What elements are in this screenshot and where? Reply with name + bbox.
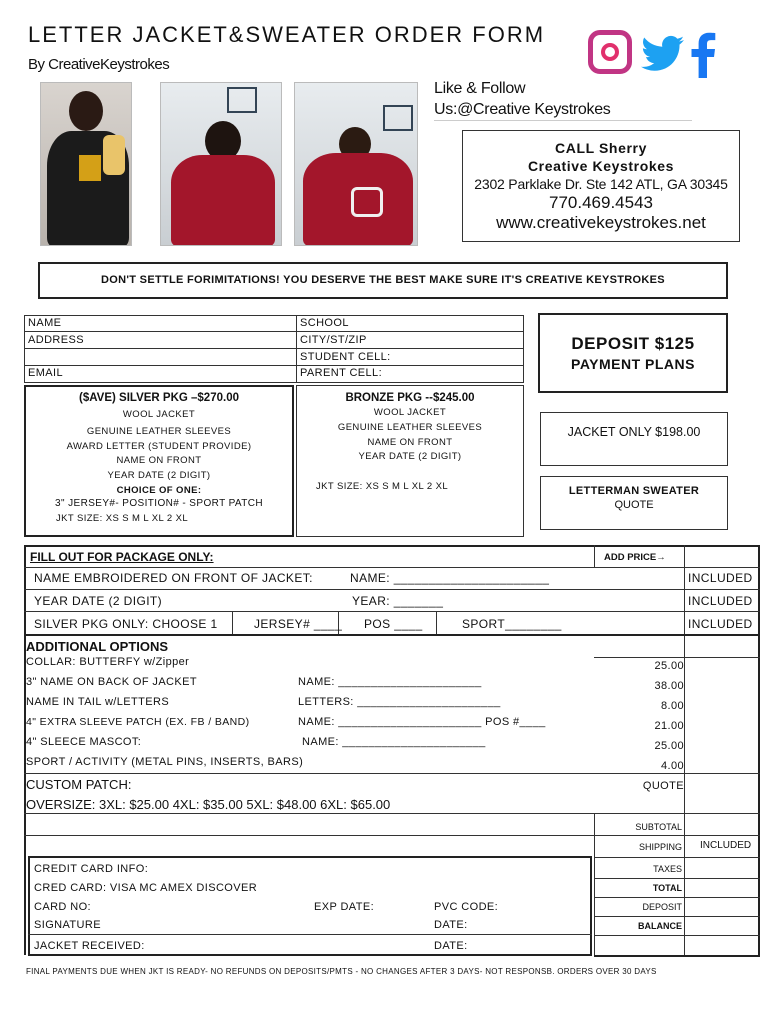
bronze-item: GENUINE LEATHER SLEEVES	[337, 422, 483, 433]
school-field-label[interactable]: SCHOOL	[300, 317, 349, 329]
bronze-jacket-sizes[interactable]: JKT SIZE: XS S M L XL 2 XL	[316, 481, 449, 492]
silver-item: WOOL JACKET	[122, 409, 196, 420]
option-price: 4.00	[660, 760, 684, 772]
package-row-field[interactable]: NAME: ______________________	[350, 571, 550, 585]
package-row-label: NAME EMBROIDERED ON FRONT OF JACKET:	[34, 571, 313, 585]
shipping-value: INCLUDED	[700, 840, 752, 851]
byline: By CreativeKeystrokes	[28, 56, 170, 73]
contact-name: CALL Sherry	[555, 140, 647, 156]
shipping-label: SHIPPING	[638, 842, 682, 852]
name-field-label[interactable]: NAME	[28, 317, 62, 329]
package-section-header: FILL OUT FOR PACKAGE ONLY:	[30, 550, 214, 564]
silver-choice-heading: CHOICE OF ONE:	[116, 485, 202, 496]
option-price: 25.00	[654, 660, 684, 672]
option-label: COLLAR: BUTTERFY w/Zipper	[26, 656, 190, 668]
contact-company: Creative Keystrokes	[527, 158, 675, 174]
option-field[interactable]: NAME: ______________________	[298, 676, 482, 688]
jacket-only-box[interactable]	[540, 412, 728, 466]
instagram-icon[interactable]	[588, 30, 632, 74]
deposit-label: DEPOSIT	[642, 902, 682, 912]
exp-date-field[interactable]: EXP DATE:	[314, 901, 375, 913]
credit-card-info-label: CREDIT CARD INFO:	[34, 863, 149, 875]
option-field[interactable]: LETTERS: ______________________	[298, 696, 501, 708]
additional-options-header: ADDITIONAL OPTIONS	[26, 639, 169, 654]
silver-choice-options[interactable]: 3" JERSEY#- POSITION# - SPORT PATCH	[55, 498, 263, 509]
card-type-options[interactable]: CRED CARD: VISA MC AMEX DISCOVER	[34, 882, 258, 894]
bronze-item: WOOL JACKET	[373, 407, 447, 418]
social-line-1: Like & Follow	[434, 80, 526, 97]
bronze-item: NAME ON FRONT	[367, 437, 453, 448]
card-number-field[interactable]: CARD NO:	[34, 901, 91, 913]
option-price: 8.00	[660, 700, 684, 712]
silver-jacket-sizes[interactable]: JKT SIZE: XS S M L XL 2 XL	[56, 513, 189, 524]
custom-patch-label: CUSTOM PATCH:	[26, 777, 132, 792]
jacket-only-price: JACKET ONLY $198.00	[567, 425, 701, 439]
twitter-icon[interactable]	[640, 34, 686, 79]
sweater-title: LETTERMAN SWEATER	[568, 485, 700, 497]
silver-item: NAME ON FRONT	[116, 455, 202, 466]
option-price: 38.00	[654, 680, 684, 692]
facebook-icon[interactable]	[688, 30, 718, 83]
sport-field[interactable]: SPORT________	[462, 617, 562, 631]
signature-date-field[interactable]: DATE:	[434, 919, 468, 931]
jacket-photo-2	[160, 82, 282, 246]
package-row-price: INCLUDED	[688, 617, 753, 631]
contact-phone[interactable]: 770.469.4543	[549, 193, 653, 212]
package-row-price: INCLUDED	[688, 571, 753, 585]
total-label: TOTAL	[652, 883, 682, 893]
option-field[interactable]: NAME: ______________________ POS #____	[298, 716, 546, 728]
jersey-field[interactable]: JERSEY# ____	[254, 617, 343, 631]
package-row-label: SILVER PKG ONLY: CHOOSE 1	[34, 617, 218, 631]
silver-package-title: ($AVE) SILVER PKG –$270.00	[78, 392, 239, 404]
customer-info-table	[24, 315, 524, 383]
option-label: 4" EXTRA SLEEVE PATCH (EX. FB / BAND)	[26, 716, 250, 728]
silver-item: GENUINE LEATHER SLEEVES	[86, 426, 232, 437]
balance-label: BALANCE	[638, 921, 682, 931]
package-row-label: YEAR DATE (2 DIGIT)	[34, 594, 163, 608]
jacket-photo-3	[294, 82, 418, 246]
city-field-label[interactable]: CITY/ST/ZIP	[300, 334, 367, 346]
package-row-field[interactable]: YEAR: _______	[352, 594, 444, 608]
address-field-label[interactable]: ADDRESS	[28, 334, 84, 346]
student-cell-field-label[interactable]: STUDENT CELL:	[300, 351, 391, 363]
custom-patch-price: QUOTE	[642, 780, 684, 792]
option-label: 4" SLEECE MASCOT:	[26, 736, 142, 748]
silver-item: AWARD LETTER (STUDENT PROVIDE)	[66, 441, 252, 452]
option-label: SPORT / ACTIVITY (METAL PINS, INSERTS, BARS)	[26, 756, 304, 768]
deposit-amount: DEPOSIT $125	[571, 334, 695, 353]
parent-cell-field-label[interactable]: PARENT CELL:	[300, 367, 383, 379]
sweater-quote: QUOTE	[614, 499, 654, 511]
position-field[interactable]: POS ____	[364, 617, 423, 631]
received-date-field[interactable]: DATE:	[434, 940, 468, 952]
option-label: NAME IN TAIL w/LETTERS	[26, 696, 170, 708]
jacket-photo-1	[40, 82, 132, 246]
email-field-label[interactable]: EMAIL	[28, 367, 64, 379]
option-price: 25.00	[654, 740, 684, 752]
package-row-price: INCLUDED	[688, 594, 753, 608]
subtotal-label: SUBTOTAL	[635, 822, 682, 832]
footer-terms: FINAL PAYMENTS DUE WHEN JKT IS READY- NO REFUNDS ON DEPOSITS/PMTS - NO CHANGES AFTER 3 DAYS- NOT RESPONSB. ORDERS OVER 30 DAYS	[26, 967, 657, 976]
bronze-item: YEAR DATE (2 DIGIT)	[358, 451, 462, 462]
jacket-received-field[interactable]: JACKET RECEIVED:	[34, 940, 145, 952]
add-price-header: ADD PRICE→	[604, 552, 666, 563]
option-price: 21.00	[654, 720, 684, 732]
contact-address: 2302 Parklake Dr. Ste 142 ATL, GA 30345	[474, 176, 728, 192]
silver-item: YEAR DATE (2 DIGIT)	[107, 470, 211, 481]
payment-plans: PAYMENT PLANS	[571, 356, 695, 372]
option-label: 3" NAME ON BACK OF JACKET	[26, 676, 197, 688]
contact-website[interactable]: www.creativekeystrokes.net	[496, 213, 706, 232]
signature-field[interactable]: SIGNATURE	[34, 919, 101, 931]
bronze-package-title: BRONZE PKG --$245.00	[345, 392, 475, 404]
taxes-label: TAXES	[653, 864, 682, 874]
form-title: LETTER JACKET&SWEATER ORDER FORM	[28, 22, 546, 47]
pvc-code-field[interactable]: PVC CODE:	[434, 901, 499, 913]
social-line-2: Us:@Creative Keystrokes	[434, 101, 611, 118]
banner-text: DON'T SETTLE FORIMITATIONS! YOU DESERVE THE BEST MAKE SURE IT'S CREATIVE KEYSTROKES	[101, 274, 665, 286]
option-field[interactable]: NAME: ______________________	[302, 736, 486, 748]
oversize-prices[interactable]: OVERSIZE: 3XL: $25.00 4XL: $35.00 5XL: $48.00 6XL: $65.00	[26, 797, 391, 812]
